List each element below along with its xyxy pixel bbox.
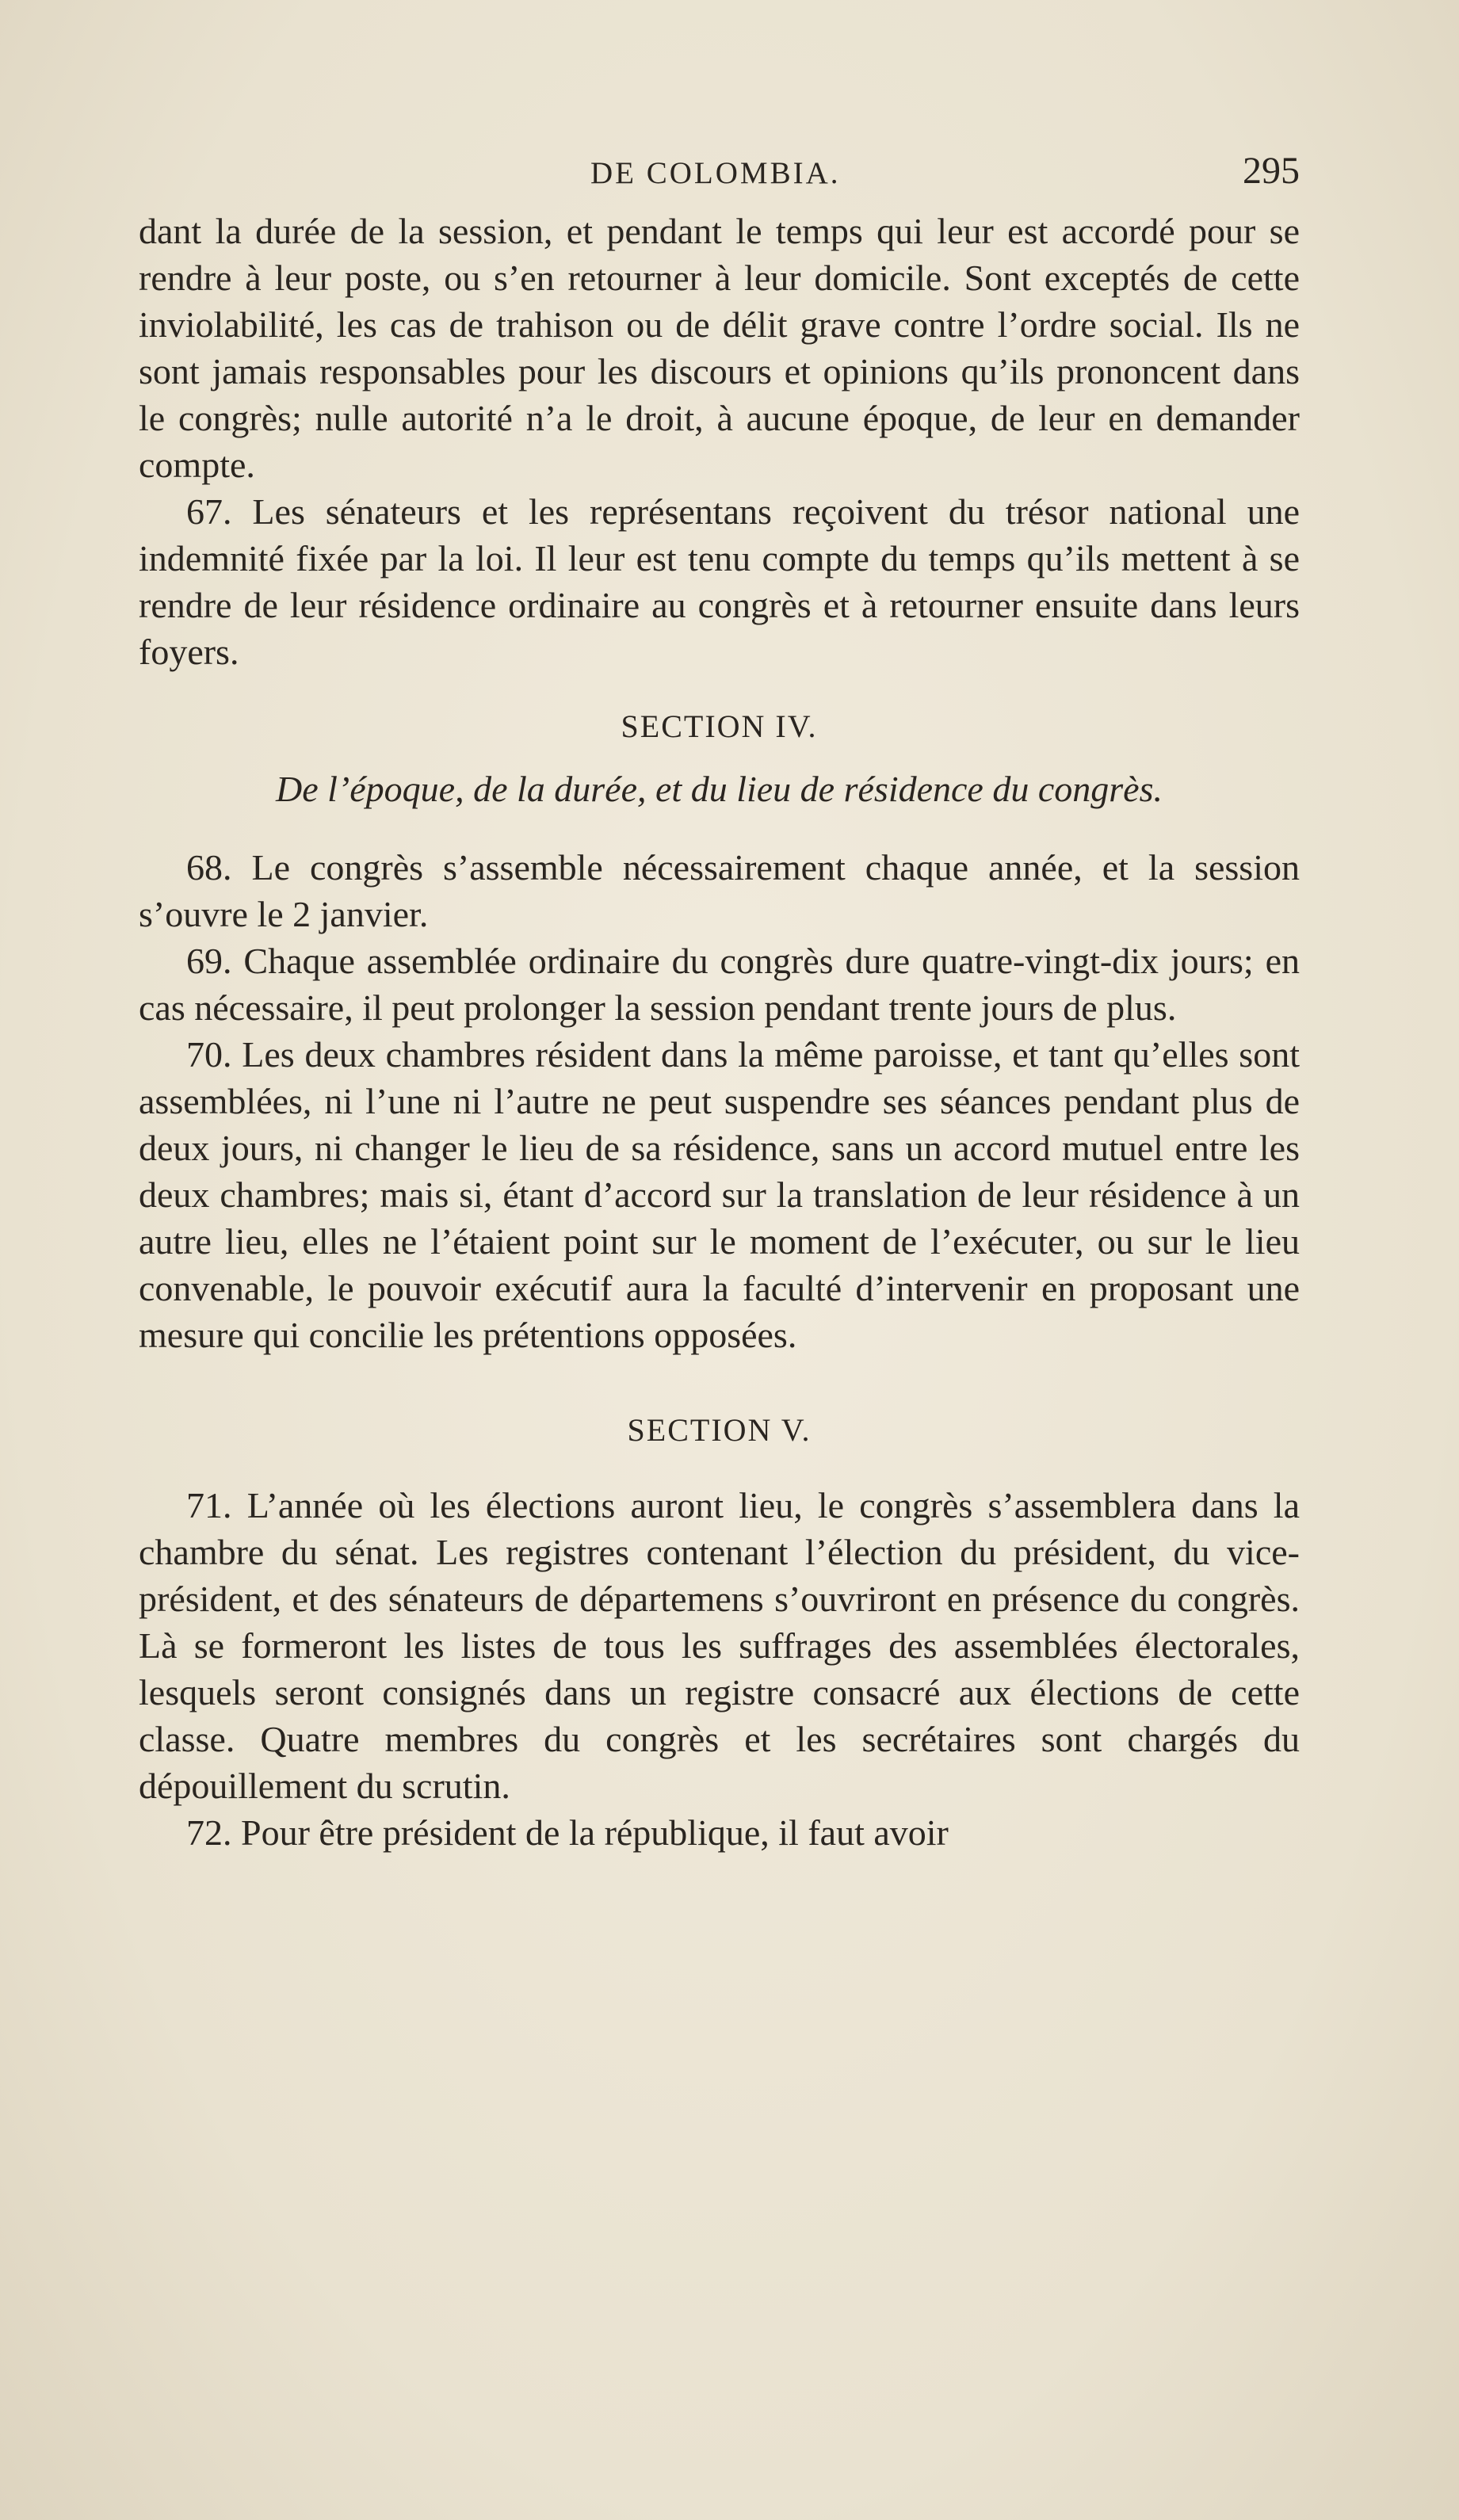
article-71: 71. L’année où les élections auront lieu, le congrès s’assemblera dans la chambre du sénat. Les registres contenant l’élection du président, du vice-président, et des sénateurs de départemens s’ouvriront en présence du congrès. Là se formeront les listes de tous les suffrages des assemblées électorales, lesquels seront consignés dans un registre consacré aux élections de cette classe. Quatre membres du congrès et les secrétaires sont chargés du dépouillement du scrutin. (139, 1485, 1300, 1806)
article-68: 68. Le congrès s’assemble nécessairement chaque année, et la session s’ouvre le 2 janvier. (139, 847, 1300, 934)
page-number: 295 (1243, 150, 1300, 192)
article-69: 69. Chaque assemblée ordinaire du congrès dure quatre-vingt-dix jours; en cas nécessaire, il peut prolonger la session pendant trente jours de plus. (139, 941, 1300, 1028)
article-72: 72. Pour être président de la république, il faut avoir (186, 1812, 949, 1853)
section-heading: SECTION IV. (621, 708, 818, 744)
paragraph-continuation: dant la durée de la session, et pendant le temps qui leur est accordé pour se rendre à leur poste, ou s’en retourner à leur domicile. Sont exceptés de cette inviolabilité, les cas de trahison ou de délit grave contre l’ordre social. Ils ne sont jamais responsables pour les discours et opinions qu’ils prononcent dans le congrès; nulle autorité n’a le droit, à aucune époque, de leur en demander compte. (139, 211, 1300, 485)
running-head: DE COLOMBIA. (590, 156, 841, 190)
article-67: 67. Les sénateurs et les représentans reçoivent du trésor national une indemnité fixée par la loi. Il leur est tenu compte du temps qu’ils mettent à se rendre de leur résidence ordinaire au congrès et à retourner ensuite dans leurs foyers. (139, 491, 1300, 672)
page-body (139, 208, 1300, 1856)
section-heading: SECTION V. (627, 1412, 812, 1448)
article-70: 70. Les deux chambres résident dans la même paroisse, et tant qu’elles sont assemblées, ni l’une ni l’autre ne peut suspendre ses séances pendant plus de deux jours, ni changer le lieu de sa résidence, sans un accord mutuel entre les deux chambres; mais si, étant d’accord sur la translation de leur résidence à un autre lieu, elles ne l’étaient point sur le moment de l’exécuter, ou sur le lieu convenable, le pouvoir exécutif aura la faculté d’intervenir en proposant une mesure qui concilie les prétentions opposées. (139, 1034, 1300, 1355)
page-header (139, 150, 1300, 203)
section-subtitle: De l’époque, de la durée, et du lieu de résidence du congrès. (276, 769, 1163, 809)
